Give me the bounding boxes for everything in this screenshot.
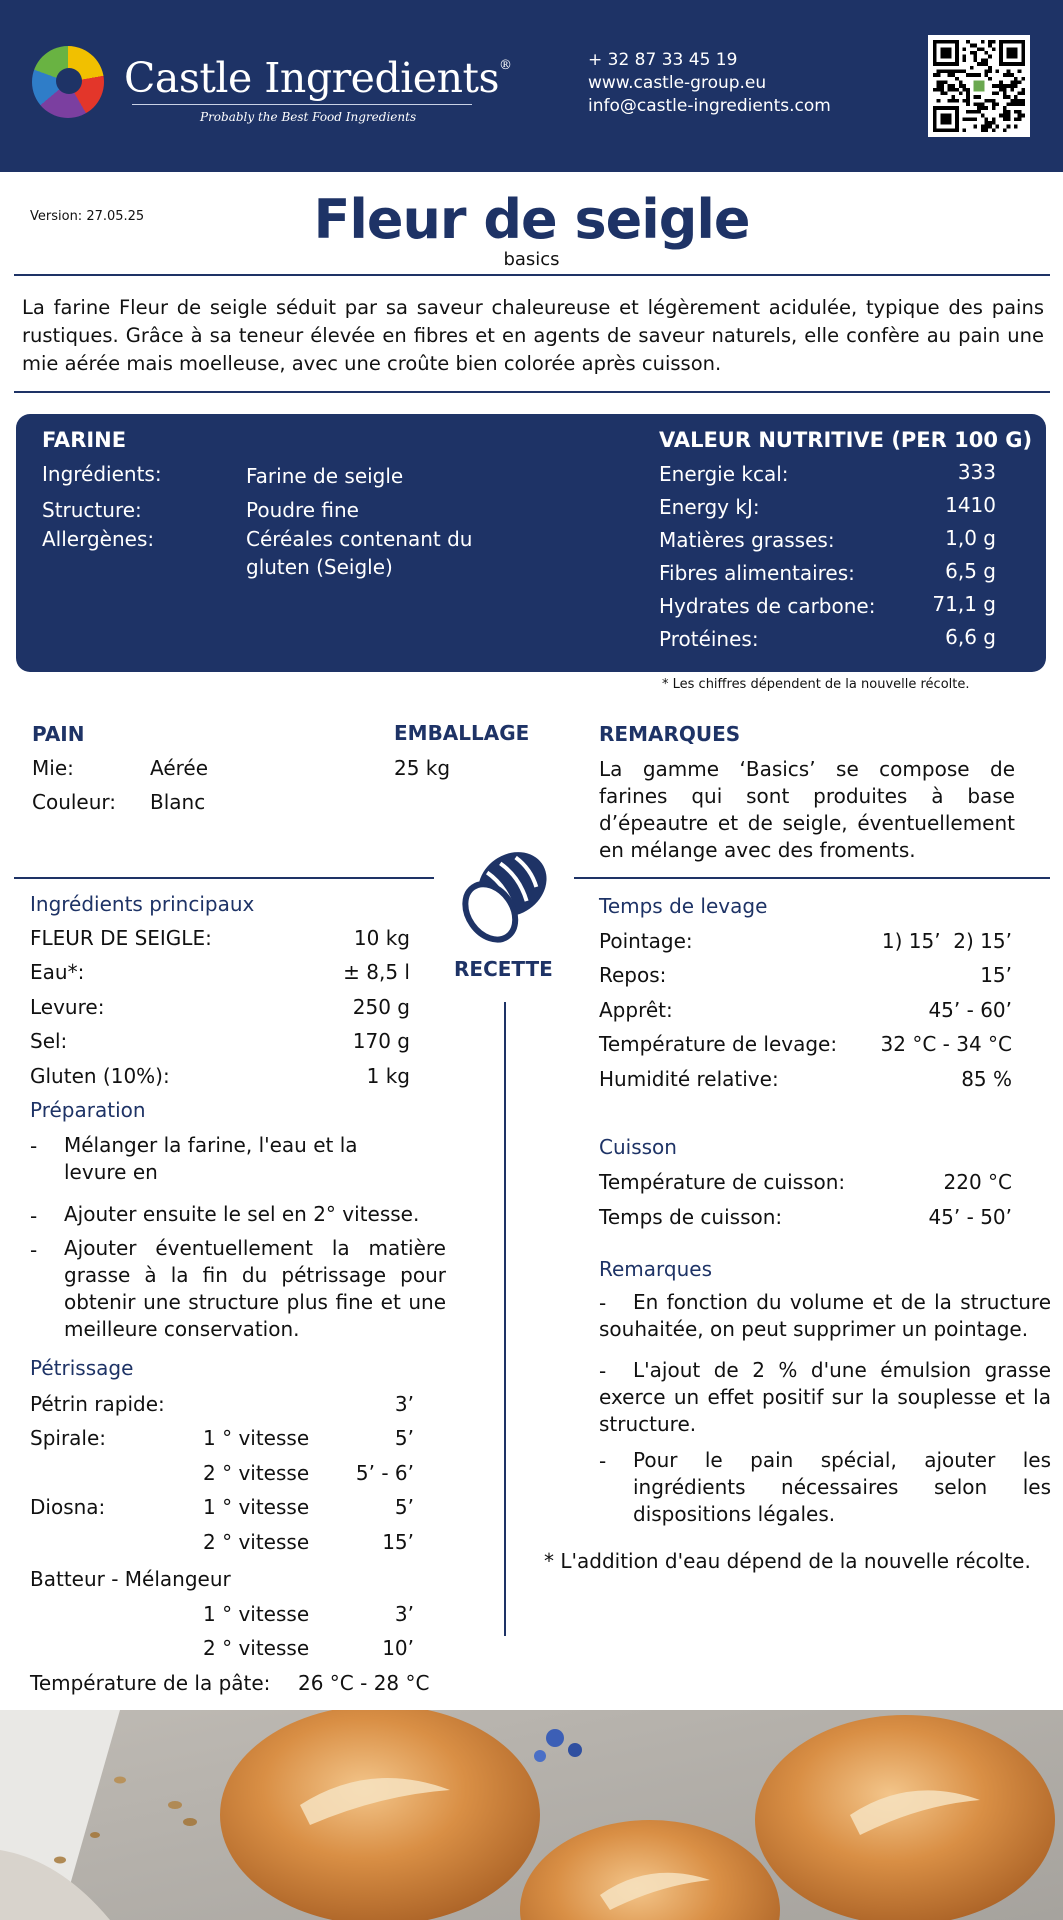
mixer-label: Pétrin rapide: xyxy=(30,1392,165,1416)
mixer-label: Diosna: xyxy=(30,1495,106,1519)
bullet-dash: - xyxy=(599,1449,607,1473)
mixer-speed: 2 ° vitesse xyxy=(203,1636,310,1660)
farine-label: Structure: xyxy=(42,498,142,522)
pain-value: Aérée xyxy=(150,756,209,780)
brand-underline xyxy=(132,104,472,105)
bread-rolls-photo-icon xyxy=(0,1710,1063,1920)
bullet-dash: - xyxy=(599,1359,607,1383)
farine-heading: FARINE xyxy=(42,428,127,452)
mixing-time: 5’ xyxy=(394,1426,414,1450)
nutrition-label: Fibres alimentaires: xyxy=(659,561,855,585)
levage-heading: Temps de levage xyxy=(599,894,768,918)
levage-value: 1) 15’ 2) 15’ xyxy=(881,929,1012,953)
ingredient-name: Eau*: xyxy=(30,960,85,984)
intro-paragraph: La farine Fleur de seigle séduit par sa saveur chaleureuse et légèrement acidulée, typique des pains rustiques. Grâce à sa teneur élevée en fibres et en agents de saveur naturels, elle confère au pain une mie aérée mais moelleuse, avec une croûte bien colorée après cuisson. xyxy=(22,296,1044,375)
mixer-speed: 2 ° vitesse xyxy=(203,1530,310,1554)
ingredient-quantity: 1 kg xyxy=(366,1064,410,1088)
mixing-time: 10’ xyxy=(382,1636,414,1660)
recette-vertical-divider xyxy=(504,1002,506,1636)
mixing-time: 5’ - 6’ xyxy=(355,1461,414,1485)
nutrition-label: Protéines: xyxy=(659,627,759,651)
mixer-label: Batteur - Mélangeur xyxy=(30,1567,231,1591)
page-subtitle: basics xyxy=(503,249,560,270)
section-divider-right xyxy=(574,877,1050,879)
bullet-dash: - xyxy=(30,1204,38,1228)
ingredient-name: Sel: xyxy=(30,1029,68,1053)
farine-value: Farine de seigle xyxy=(246,464,404,488)
ingredient-name: Levure: xyxy=(30,995,105,1019)
bread-icon xyxy=(436,838,576,948)
emballage-value: 25 kg xyxy=(394,756,451,780)
farine-label: Ingrédients: xyxy=(42,462,162,486)
title-divider xyxy=(14,274,1050,276)
email-link[interactable]: info@castle-ingredients.com xyxy=(588,96,831,116)
castle-swirl-logo-icon xyxy=(32,46,104,118)
petrissage-heading: Pétrissage xyxy=(30,1356,134,1380)
phone-number: + 32 87 33 45 19 xyxy=(588,50,738,70)
page-title: Fleur de seigle xyxy=(313,188,750,251)
nutrition-label: Energy kJ: xyxy=(659,495,760,519)
mixer-speed: 1 ° vitesse xyxy=(203,1602,310,1626)
mixer-speed: 1 ° vitesse xyxy=(203,1495,310,1519)
header-bar xyxy=(0,0,1063,172)
recette-label: RECETTE xyxy=(454,957,553,981)
nutrition-value: 333 xyxy=(957,460,996,484)
remarques-text: La gamme ‘Basics’ se compose de farines qui sont produites à base d’épeautre et de seigle, éventuellement en mélange avec des froments. xyxy=(599,757,1015,862)
bullet-dash: - xyxy=(30,1238,38,1262)
bullet-dash: - xyxy=(30,1134,38,1158)
pain-heading: PAIN xyxy=(32,722,85,746)
levage-value: 45’ - 60’ xyxy=(928,998,1012,1022)
mixing-time: 15’ xyxy=(382,1530,414,1554)
levage-value: 15’ xyxy=(980,963,1012,987)
section-divider-left xyxy=(14,877,434,879)
cuisson-label: Temps de cuisson: xyxy=(599,1205,783,1229)
cuisson-value: 45’ - 50’ xyxy=(928,1205,1012,1229)
mixing-time: 3’ xyxy=(394,1392,414,1416)
brand-tagline: Probably the Best Food Ingredients xyxy=(200,110,417,124)
levage-label: Température de levage: xyxy=(599,1032,838,1056)
nutrition-value: 1,0 g xyxy=(945,526,996,550)
cuisson-heading: Cuisson xyxy=(599,1135,677,1159)
version-label: Version: 27.05.25 xyxy=(30,209,145,224)
dough-temperature-label: Température de la pâte: xyxy=(30,1671,271,1695)
preparation-step: Mélanger la farine, l'eau et la levure en xyxy=(64,1133,358,1184)
water-footnote: * L'addition d'eau dépend de la nouvelle récolte. xyxy=(544,1549,1031,1573)
mixing-time: 5’ xyxy=(394,1495,414,1519)
nutrition-footnote: * Les chiffres dépendent de la nouvelle récolte. xyxy=(662,677,970,692)
pain-value: Blanc xyxy=(150,790,206,814)
cuisson-label: Température de cuisson: xyxy=(599,1170,846,1194)
brand-name: Castle Ingredients® xyxy=(124,54,512,102)
nutrition-value: 71,1 g xyxy=(932,592,996,616)
ingredient-quantity: ± 8,5 l xyxy=(343,960,410,984)
dough-temperature-value: 26 °C - 28 °C xyxy=(298,1671,430,1695)
levage-label: Pointage: xyxy=(599,929,693,953)
emballage-heading: EMBALLAGE xyxy=(394,721,530,745)
nutrition-heading: VALEUR NUTRITIVE (PER 100 G) xyxy=(659,428,1033,452)
mixer-speed: 1 ° vitesse xyxy=(203,1426,310,1450)
recipe-remarques-heading: Remarques xyxy=(599,1257,713,1281)
ingredients-heading: Ingrédients principaux xyxy=(30,892,255,916)
remarques-heading: REMARQUES xyxy=(599,722,741,746)
website-link[interactable]: www.castle-group.eu xyxy=(588,73,767,93)
remarque-item: En fonction du volume et de la structure souhaitée, on peut supprimer un pointage. xyxy=(599,1290,1051,1341)
preparation-heading: Préparation xyxy=(30,1098,146,1122)
ingredient-name: Gluten (10%): xyxy=(30,1064,170,1088)
nutrition-value: 1410 xyxy=(945,493,996,517)
nutrition-label: Energie kcal: xyxy=(659,462,789,486)
farine-value: Poudre fine xyxy=(246,498,359,522)
levage-label: Repos: xyxy=(599,963,667,987)
levage-value: 85 % xyxy=(961,1067,1012,1091)
preparation-step: Ajouter ensuite le sel en 2° vitesse. xyxy=(64,1202,420,1226)
ingredient-quantity: 170 g xyxy=(352,1029,410,1053)
mixer-label: Spirale: xyxy=(30,1426,107,1450)
nutrition-value: 6,6 g xyxy=(945,625,996,649)
remarque-item: Pour le pain spécial, ajouter les ingrédients nécessaires selon les dispositions légales. xyxy=(633,1448,1051,1526)
levage-label: Humidité relative: xyxy=(599,1067,779,1091)
remarque-item: L'ajout de 2 % d'une émulsion grasse exerce un effet positif sur la souplesse et la structure. xyxy=(599,1358,1051,1436)
farine-label: Allergènes: xyxy=(42,527,155,551)
ingredient-quantity: 250 g xyxy=(352,995,410,1019)
farine-value: Céréales contenant du gluten (Seigle) xyxy=(246,527,473,579)
nutrition-label: Matières grasses: xyxy=(659,528,835,552)
farine-nutrition-panel xyxy=(16,414,1046,672)
bullet-dash: - xyxy=(599,1291,607,1315)
mixer-speed: 2 ° vitesse xyxy=(203,1461,310,1485)
mixing-time: 3’ xyxy=(394,1602,414,1626)
qr-code-icon[interactable] xyxy=(928,35,1030,137)
pain-label: Couleur: xyxy=(32,790,117,814)
intro-divider xyxy=(14,391,1050,393)
cuisson-value: 220 °C xyxy=(943,1170,1012,1194)
nutrition-value: 6,5 g xyxy=(945,559,996,583)
pain-label: Mie: xyxy=(32,756,74,780)
levage-label: Apprêt: xyxy=(599,998,673,1022)
ingredient-name: FLEUR DE SEIGLE: xyxy=(30,926,212,950)
ingredient-quantity: 10 kg xyxy=(353,926,410,950)
preparation-step: Ajouter éventuellement la matière grasse à la fin du pétrissage pour obtenir une structure plus fine et une meilleure conservation. xyxy=(64,1236,446,1341)
levage-value: 32 °C - 34 °C xyxy=(880,1032,1012,1056)
nutrition-label: Hydrates de carbone: xyxy=(659,594,876,618)
